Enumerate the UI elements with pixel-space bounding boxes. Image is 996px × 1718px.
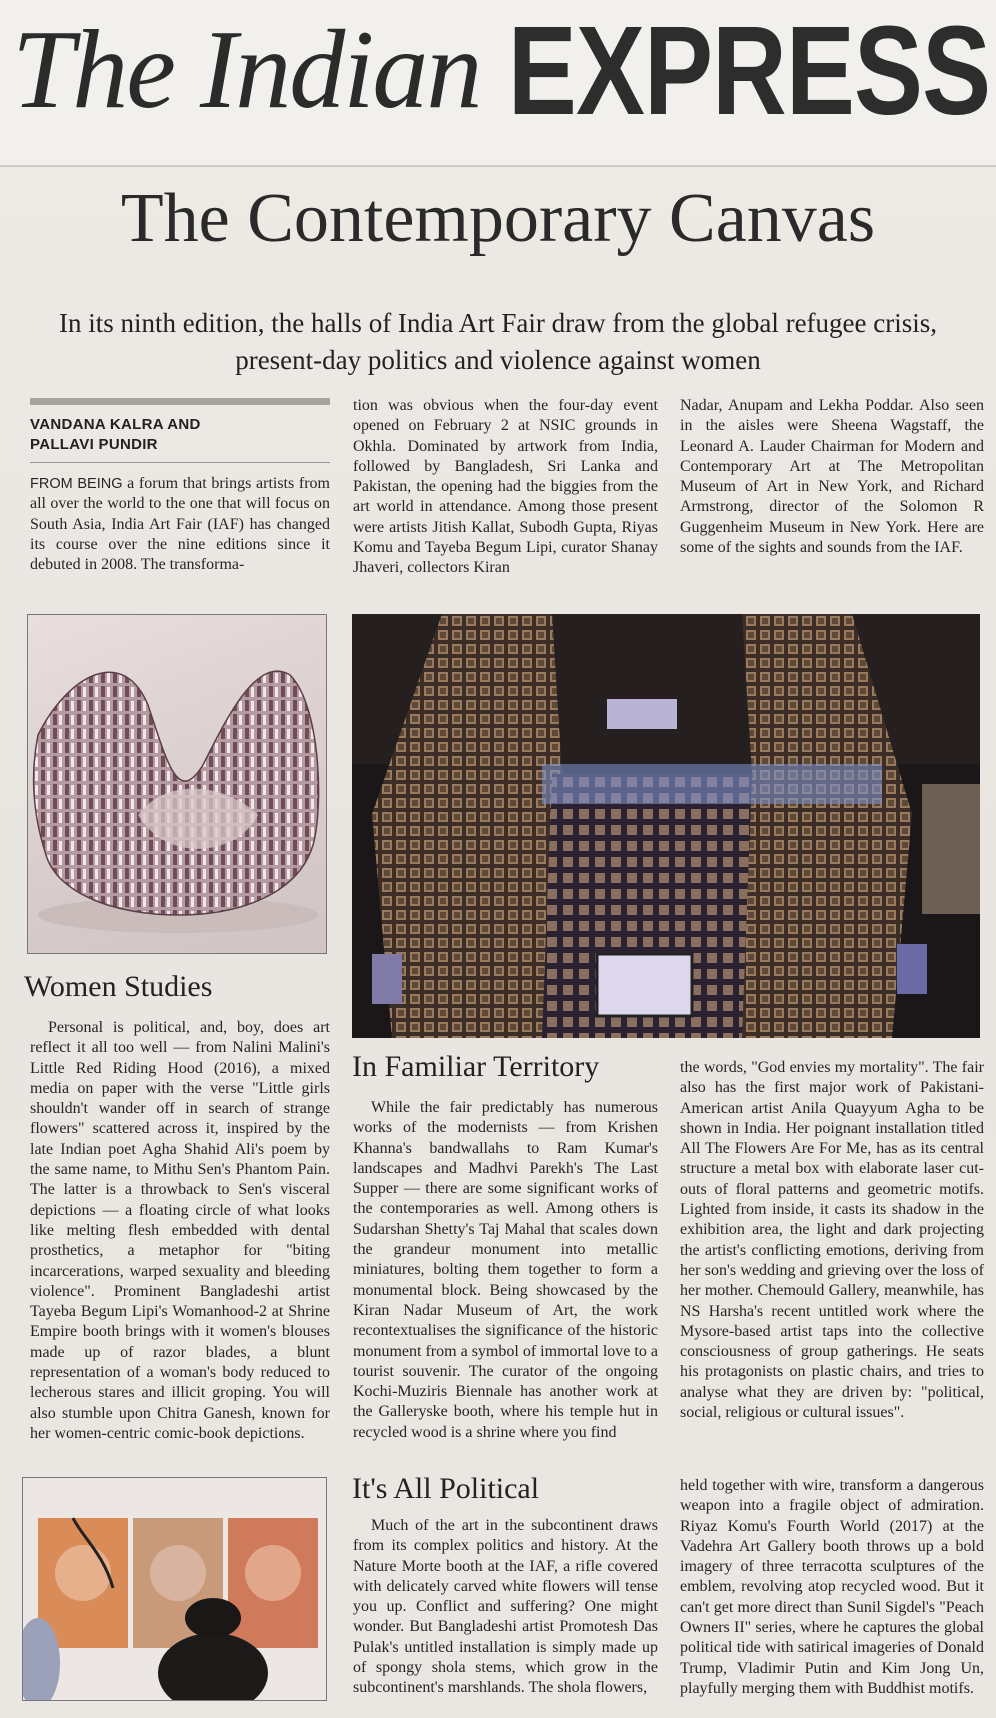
byline xyxy=(30,415,330,455)
masthead-title-right: EXPRESS xyxy=(507,0,990,141)
familiar-territory-continuation: the words, "God envies my mortality". The fair also has the first major work of Pakistani-American artist Anila Quayyum Agha to be shown in India. Her poignant installation titled All The Flowers Are For Me, has as its central structure a metal box with elaborate laser cut-outs of floral patterns and geometric motifs. Lighted from inside, it casts its shadow in the exhibition area, the light and dark projecting the artist's conflicting emotions, deriving from her son's wedding and grieving over the loss of her mother. Chemould Gallery, meanwhile, has NS Harsha's recent untitled work where the Mysore-based artist taps into the collective consciousness of group gatherings. He seats his protagonists on plastic chairs, and tries to analyse what they are driven by: "political, social, religious or cultural issues". xyxy=(680,1059,984,1422)
taj-mahal-installation-image xyxy=(352,614,980,1038)
masthead-title-left: The Indian xyxy=(12,8,481,132)
intro-column-3: Nadar, Anupam and Lekha Poddar. Also seen in the aisles were Sheena Wagstaff, the Leonard A. Lauder Chairman for Modern and Contemporary Art at The Metropolitan Museum of Art in New York, and Richard Armstrong, director of the Solomon R Guggenheim Museum in New York. Here are some of the sights and sounds from the IAF. xyxy=(680,397,984,557)
all-political-continuation: held together with wire, transform a dangerous weapon into a fragile object of admiration. Riyaz Komu's Fourth World (2017) at the Vadehra Art Gallery booth throws up a bold imagery of three terracotta sculptures of the emblem, revolving atop recycled wood. But it can't get more direct than Sunil Sigdel's "Peach Owners II" series, where he captures the global political tide with satirical imageries of Donald Trump, Vladimir Putin and Kim Jong Un, playfully merging them with Buddhist motifs. xyxy=(680,1477,984,1697)
section-heading-familiar-territory: In Familiar Territory xyxy=(352,1050,600,1083)
intro-lead: FROM BEING xyxy=(30,476,123,492)
all-political-body: Much of the art in the subcontinent draws from its complex politics and history. At the Nature Morte booth at the IAF, a rifle covered with delicately carved white flowers will tense you up. Conflict and suffering? One might wonder. But Bangladeshi artist Promotesh Das Pulak's untitled installation is simply made up of spongy shola stems, which grow in the subcontinent's marshlands. The shola flowers, xyxy=(353,1517,658,1697)
section-heading-all-political: It's All Political xyxy=(352,1472,540,1505)
political-portraits-photo xyxy=(22,1477,327,1701)
political-portraits-image xyxy=(23,1478,326,1700)
intro-paragraph xyxy=(30,474,330,592)
section-heading-women-studies: Women Studies xyxy=(24,970,213,1003)
article-standfirst: In its ninth edition, the halls of India Art Fair draw from the global refugee crisis, present-day politics and violence against women xyxy=(58,308,938,375)
byline-rule xyxy=(30,398,330,405)
familiar-territory-body: While the fair predictably has numerous works of the modernists — from Krishen Khanna's bandwallahs to Ram Kumar's landscapes and Madhvi Parekh's The Last Supper — there are some significant works of the contemporaries as well. Among others is Sudarshan Shetty's Taj Mahal that scales down the grandeur monument into metallic miniatures, bolting them together to form a monumental block. Being showcased by the Kiran Nadar Museum of Art, the work recontextualises the significance of the historic monument from a symbol of immortal love to a tourist souvenir. The curator of the ongoing Kochi-Muziris Biennale has another work at the Galleryske booth, where his temple hut in recycled wood is a shrine where you find xyxy=(353,1099,658,1441)
byline-line-2: PALLAVI PUNDIR xyxy=(30,436,158,453)
sculpture-photo xyxy=(27,614,327,954)
byline-line-1: VANDANA KALRA AND xyxy=(30,416,201,433)
women-studies-body: Personal is political, and, boy, does art reflect it all too well — from Nalini Malini's Little Red Riding Hood (2016), a mixed media on paper with the verse "Little girls shouldn't wander off in search of strange flowers" scattered across it, inspired by the late Indian poet Agha Shahid Ali's poem by the same name, to Mithu Sen's Phantom Pain. The latter is a throwback to Sen's visceral depictions — a floating circle of what looks like melting flesh embedded with dental prosthetics, a metaphor for "biting incarcerations, warped sexuality and bleeding violence". Prominent Bangladeshi artist Tayeba Begum Lipi's Womanhood-2 at Shrine Empire booth brings with it women's blouses made up of razor blades, a blunt representation of a woman's body reduced to lecherous stares and illicit groping. You will also stumble upon Chitra Ganesh, known for her women-centric comic-book depictions. xyxy=(30,1019,330,1442)
byline-divider xyxy=(30,462,330,463)
intro-text: a forum that brings artists from all over the world to the one that will focus on South Asia, India Art Fair (IAF) has changed its course over the nine editions since it debuted in 2008. The transforma- xyxy=(30,475,330,574)
article-headline: The Contemporary Canvas xyxy=(120,180,876,257)
masthead xyxy=(0,0,996,167)
bowl-sculpture-image xyxy=(28,615,326,953)
intro-column-2: tion was obvious when the four-day event opened on February 2 at NSIC grounds in Okhla. Dominated by artwork from India, followed by Bangladesh, Sri Lanka and Pakistan, the opening had the biggies from the art world in attendance. Among those present were artists Jitish Kallat, Subodh Gupta, Riyas Komu and Tayeba Begum Lipi, curator Shanay Jhaveri, collectors Kiran xyxy=(353,397,658,577)
taj-mahal-installation-photo xyxy=(352,614,980,1038)
